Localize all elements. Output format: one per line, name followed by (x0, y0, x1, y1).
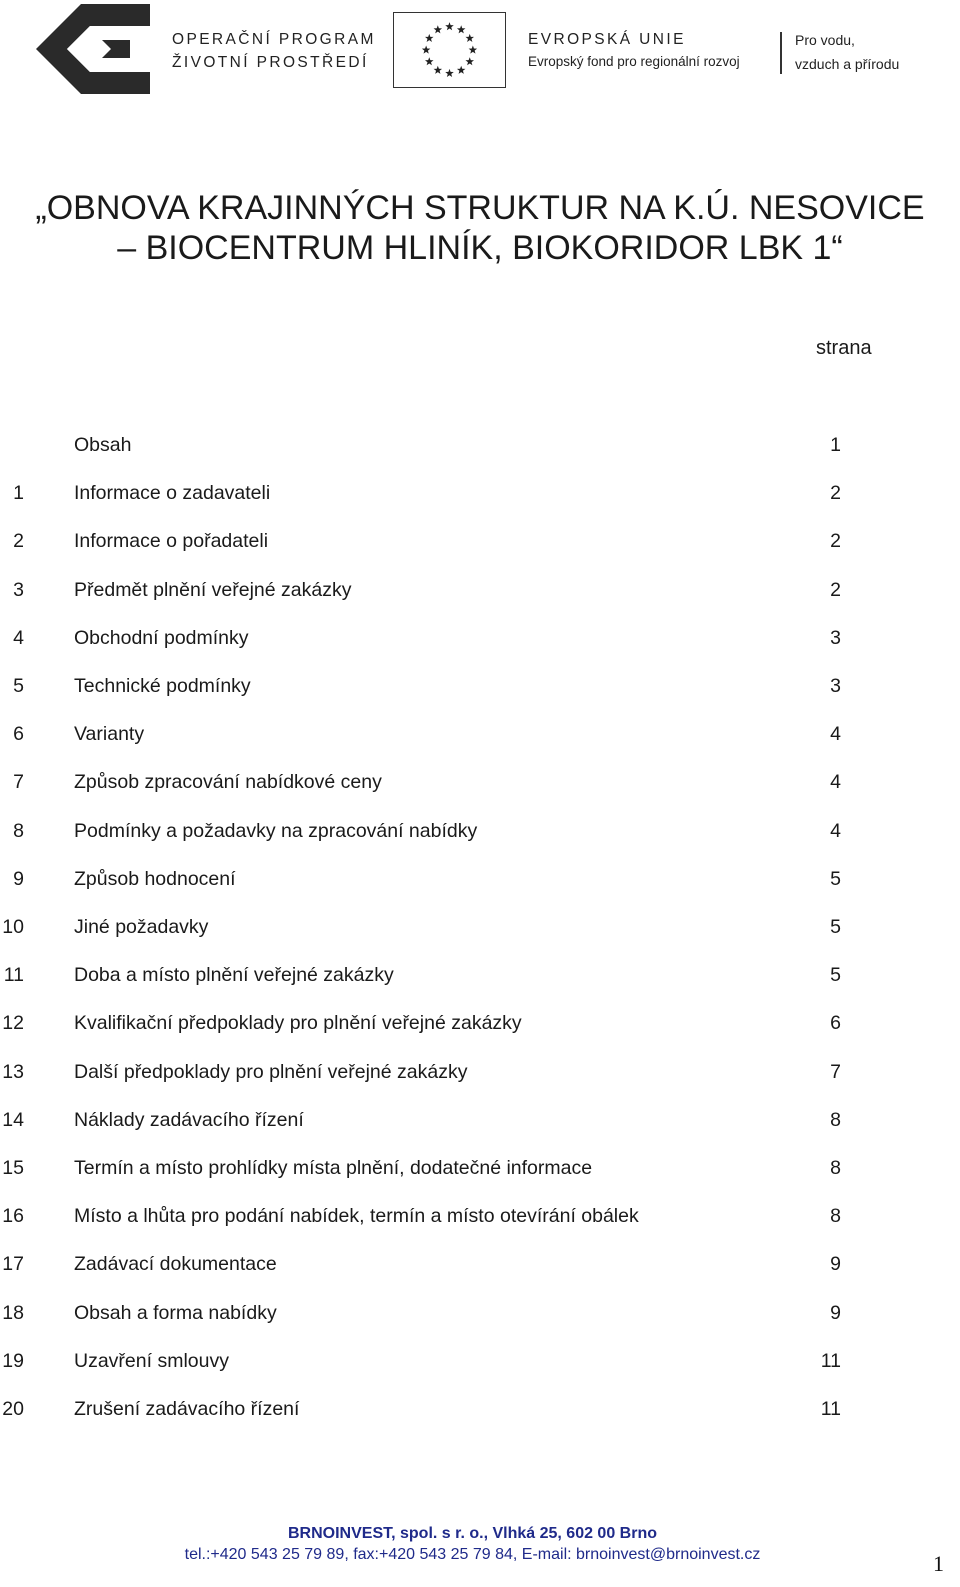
toc-entry-number: 3 (13, 579, 24, 601)
toc-entry-title: Doba a místo plnění veřejné zakázky (74, 964, 394, 986)
toc-entry[interactable] (0, 1396, 960, 1422)
toc-entry-number: 9 (13, 868, 24, 890)
toc-entry-page: 3 (830, 675, 841, 697)
program-line1: OPERAČNÍ PROGRAM (172, 31, 376, 48)
toc-entry-title: Uzavření smlouvy (74, 1350, 229, 1372)
toc-entry-page: 6 (830, 1012, 841, 1034)
toc-entry-title: Termín a místo prohlídky místa plnění, dodatečné informace (74, 1157, 593, 1179)
slogan-line2: vzduch a přírodu (795, 56, 900, 72)
toc-entry[interactable] (0, 1010, 960, 1036)
toc-entry-page: 8 (830, 1205, 841, 1227)
eu-label (528, 28, 740, 73)
toc-entry-page: 4 (830, 723, 841, 745)
toc-entry-page: 8 (830, 1157, 841, 1179)
toc-entry[interactable] (0, 1300, 960, 1326)
eu-title: EVROPSKÁ UNIE (528, 31, 686, 48)
toc-entry-title: Zadávací dokumentace (74, 1253, 277, 1275)
footer-contact: tel.:+420 543 25 79 89, fax:+420 543 25 79 84, E-mail: brnoinvest@brnoinvest.cz (184, 1546, 761, 1563)
toc-entry-number: 13 (2, 1061, 24, 1083)
toc-entry-number: 2 (13, 530, 24, 552)
toc-entry-number: 17 (2, 1253, 24, 1275)
toc-entry-page: 9 (830, 1302, 841, 1324)
slogan (795, 28, 899, 76)
toc-entry-title: Informace o pořadateli (74, 530, 269, 552)
eu-star-icon (445, 22, 454, 30)
toc-entry[interactable] (0, 1059, 960, 1085)
toc-entry-page: 2 (830, 482, 841, 504)
document-title-line1: „OBNOVA KRAJINNÝCH STRUKTUR NA K.Ú. NESOVICE (35, 189, 925, 227)
toc-entry-number: 16 (2, 1205, 24, 1227)
toc-entry-number: 19 (2, 1350, 24, 1372)
toc-entry-title: Zrušení zadávacího řízení (74, 1398, 300, 1420)
toc-entry-number: 11 (3, 964, 24, 986)
toc-entry-title: Další předpoklady pro plnění veřejné zakázky (74, 1061, 468, 1083)
toc-entry-title: Technické podmínky (74, 675, 251, 697)
toc-entry-page: 3 (830, 627, 841, 649)
toc-entry-page: 8 (830, 1109, 841, 1131)
eu-star-icon (465, 34, 474, 42)
toc-entry-number: 5 (13, 675, 24, 697)
header-divider (780, 32, 782, 74)
toc-entry-page: 4 (830, 771, 841, 793)
toc-entry-title: Kvalifikační předpoklady pro plnění veřejné zakázky (74, 1012, 522, 1034)
toc-entry-title: Místo a lhůta pro podání nabídek, termín a místo otevírání obálek (74, 1205, 639, 1227)
toc-entry-title: Náklady zadávacího řízení (74, 1109, 304, 1131)
toc-entry-page: 2 (830, 579, 841, 601)
program-name (172, 28, 376, 74)
document-title-line2: – BIOCENTRUM HLINÍK, BIOKORIDOR LBK 1“ (117, 229, 843, 267)
eu-star-icon (465, 57, 474, 65)
toc-entry-page: 5 (830, 964, 841, 986)
toc-entry-page: 4 (830, 820, 841, 842)
eu-star-icon (425, 34, 434, 42)
toc-entry[interactable] (0, 1107, 960, 1133)
toc-entry-title: Informace o zadavateli (74, 482, 271, 504)
slogan-line1: Pro vodu, (795, 32, 855, 48)
toc-entry[interactable] (0, 914, 960, 940)
toc-entry-title: Obsah a forma nabídky (74, 1302, 277, 1324)
toc-entry[interactable] (0, 625, 960, 651)
toc-entry-title: Jiné požadavky (74, 916, 209, 938)
toc-entry-title: Způsob zpracování nabídkové ceny (74, 771, 382, 793)
toc-entry[interactable] (0, 1203, 960, 1229)
toc-entry[interactable] (0, 866, 960, 892)
program-line2: ŽIVOTNÍ PROSTŘEDÍ (172, 54, 369, 71)
eu-subtitle: Evropský fond pro regionální rozvoj (528, 54, 740, 69)
toc-entry-number: 1 (13, 482, 24, 504)
toc-entry-page: 5 (830, 868, 841, 890)
toc-entry-number: 4 (13, 627, 24, 649)
eu-star-icon (434, 25, 443, 33)
toc-entry-number: 7 (13, 771, 24, 793)
toc-entry-title: Obchodní podmínky (74, 627, 249, 649)
toc-entry[interactable] (0, 818, 960, 844)
eu-star-icon (445, 69, 454, 77)
toc-entry-page: 5 (830, 916, 841, 938)
toc-entry-page: 9 (830, 1253, 841, 1275)
toc-entry-page: 11 (820, 1350, 841, 1372)
toc-entry[interactable] (0, 480, 960, 506)
toc-entry-page: 1 (830, 434, 841, 456)
toc-entry[interactable] (0, 577, 960, 603)
toc-entry[interactable] (0, 432, 960, 458)
toc-entry-number: 20 (2, 1398, 24, 1420)
toc-entry[interactable] (0, 1251, 960, 1277)
toc-entry-title: Předmět plnění veřejné zakázky (74, 579, 352, 601)
eu-star-icon (457, 25, 466, 33)
eu-star-icon (469, 46, 478, 54)
toc-entry-title: Způsob hodnocení (74, 868, 236, 890)
page-number: 1 (933, 1551, 944, 1576)
eu-star-icon (422, 46, 431, 54)
toc-entry[interactable] (0, 962, 960, 988)
toc-entry-page: 11 (820, 1398, 841, 1420)
toc-entry[interactable] (0, 1348, 960, 1374)
eu-star-icon (434, 66, 443, 74)
toc-entry[interactable] (0, 673, 960, 699)
eu-flag-icon (393, 12, 506, 88)
toc-entry[interactable] (0, 528, 960, 554)
toc-entry-page: 7 (830, 1061, 841, 1083)
toc-entry-number: 14 (2, 1109, 24, 1131)
toc-entry-title: Podmínky a požadavky na zpracování nabídky (74, 820, 478, 842)
toc-entry[interactable] (0, 1155, 960, 1181)
toc-entry-title: Obsah (74, 434, 132, 456)
toc-entry[interactable] (0, 721, 960, 747)
eu-star-icon (457, 66, 466, 74)
footer-company: BRNOINVEST, spol. s r. o., Vlhká 25, 602 00 Brno (287, 1525, 657, 1542)
opzp-logo (34, 2, 152, 96)
toc-entry-number: 6 (13, 723, 24, 745)
toc-entry-number: 12 (2, 1012, 24, 1034)
toc-entry-title: Varianty (74, 723, 145, 745)
toc-entry-number: 10 (2, 916, 24, 938)
toc-entry-number: 18 (2, 1302, 24, 1324)
toc-entry[interactable] (0, 769, 960, 795)
toc-entry-page: 2 (830, 530, 841, 552)
toc-entry-number: 15 (2, 1157, 24, 1179)
toc-page-header: strana (816, 337, 872, 359)
toc-entry-number: 8 (13, 820, 24, 842)
eu-star-icon (425, 57, 434, 65)
